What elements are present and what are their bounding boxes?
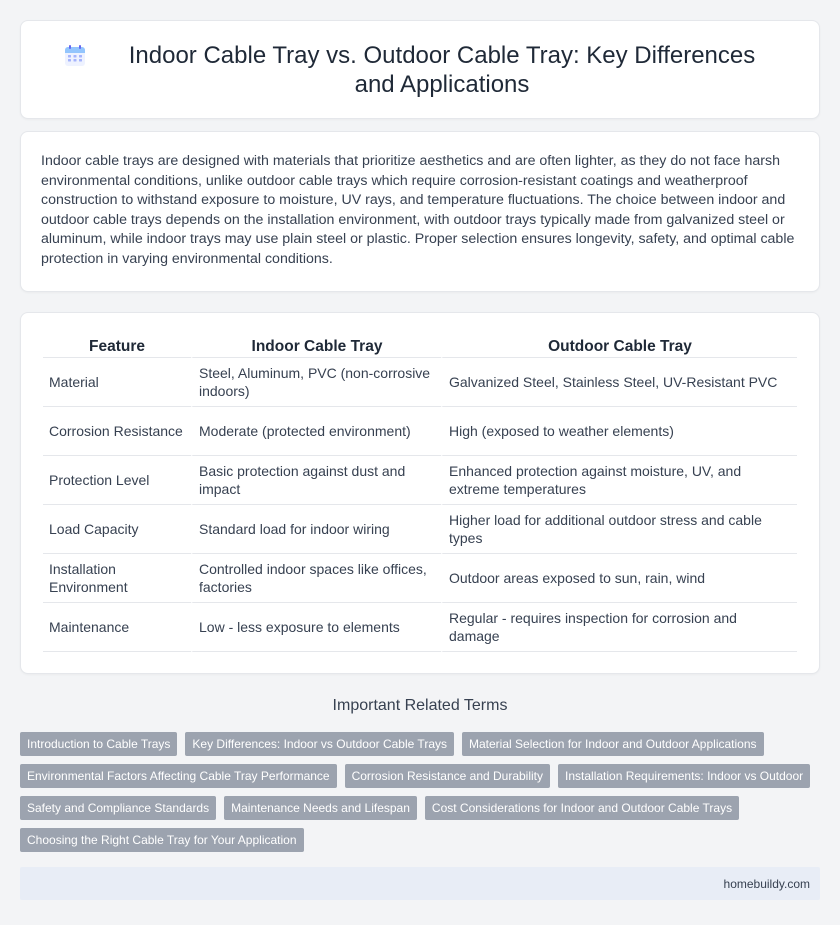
related-terms-heading: Important Related Terms — [332, 697, 508, 714]
cell-outdoor: Regular - requires inspection for corrosion and damage — [441, 603, 797, 652]
cell-feature: Material — [43, 358, 191, 407]
footer-site-link[interactable]: homebuildy.com — [723, 876, 810, 891]
cell-outdoor: High (exposed to weather elements) — [441, 407, 797, 456]
header-indoor: Indoor Cable Tray — [191, 331, 441, 358]
table-row — [43, 554, 797, 603]
header-feature: Feature — [43, 331, 191, 358]
table-row — [43, 603, 797, 652]
page-title: Indoor Cable Tray vs. Outdoor Cable Tray: Key Differences and Applications — [128, 41, 756, 98]
cell-indoor: Controlled indoor spaces like offices, factories — [191, 554, 441, 603]
related-term-tag[interactable]: Safety and Compliance Standards — [20, 796, 216, 820]
related-term-tag[interactable]: Cost Considerations for Indoor and Outdoor Cable Trays — [425, 796, 739, 820]
related-terms-list — [20, 732, 820, 852]
table-row — [43, 505, 797, 554]
related-term-tag[interactable]: Choosing the Right Cable Tray for Your Application — [20, 828, 304, 852]
cell-feature: Protection Level — [43, 456, 191, 505]
cell-indoor: Low - less exposure to elements — [191, 603, 441, 652]
cell-indoor: Basic protection against dust and impact — [191, 456, 441, 505]
cell-outdoor: Enhanced protection against moisture, UV, and extreme temperatures — [441, 456, 797, 505]
table-row — [43, 456, 797, 505]
related-term-tag[interactable]: Key Differences: Indoor vs Outdoor Cable Trays — [185, 732, 454, 756]
cell-feature: Maintenance — [43, 603, 191, 652]
related-term-tag[interactable]: Environmental Factors Affecting Cable Tray Performance — [20, 764, 337, 788]
intro-card — [20, 131, 820, 292]
comparison-table — [43, 331, 797, 652]
cell-outdoor: Higher load for additional outdoor stress and cable types — [441, 505, 797, 554]
comparison-table-card — [20, 312, 820, 674]
cell-outdoor: Galvanized Steel, Stainless Steel, UV-Resistant PVC — [441, 358, 797, 407]
related-term-tag[interactable]: Installation Requirements: Indoor vs Outdoor — [558, 764, 810, 788]
cell-feature: Corrosion Resistance — [43, 407, 191, 456]
footer — [20, 867, 820, 900]
cell-indoor: Standard load for indoor wiring — [191, 505, 441, 554]
table-header-row — [43, 331, 797, 358]
related-term-tag[interactable]: Material Selection for Indoor and Outdoor Applications — [462, 732, 764, 756]
intro-paragraph: Indoor cable trays are designed with materials that prioritize aesthetics and are often lighter, as they do not face harsh environmental conditions, unlike outdoor cable trays which require corrosion-resistant coatings and weatherproof construction to withstand exposure to moisture, UV rays, and temperature fluctuations. The choice between indoor and outdoor cable trays depends on the installation environment, with outdoor trays typically made from galvanized steel or aluminum, while indoor trays may use plain steel or plastic. Proper selection ensures longevity, safety, and optimal cable protection in varying environmental conditions. — [41, 153, 795, 267]
cell-feature: Installation Environment — [43, 554, 191, 603]
related-term-tag[interactable]: Corrosion Resistance and Durability — [345, 764, 550, 788]
cell-feature: Load Capacity — [43, 505, 191, 554]
cell-outdoor: Outdoor areas exposed to sun, rain, wind — [441, 554, 797, 603]
header-outdoor: Outdoor Cable Tray — [441, 331, 797, 358]
title-card — [20, 20, 820, 119]
related-term-tag[interactable]: Introduction to Cable Trays — [20, 732, 177, 756]
related-term-tag[interactable]: Maintenance Needs and Lifespan — [224, 796, 417, 820]
cell-indoor: Steel, Aluminum, PVC (non-corrosive indoors) — [191, 358, 441, 407]
cell-indoor: Moderate (protected environment) — [191, 407, 441, 456]
table-row — [43, 358, 797, 407]
calendar-icon — [63, 44, 87, 68]
table-row — [43, 407, 797, 456]
